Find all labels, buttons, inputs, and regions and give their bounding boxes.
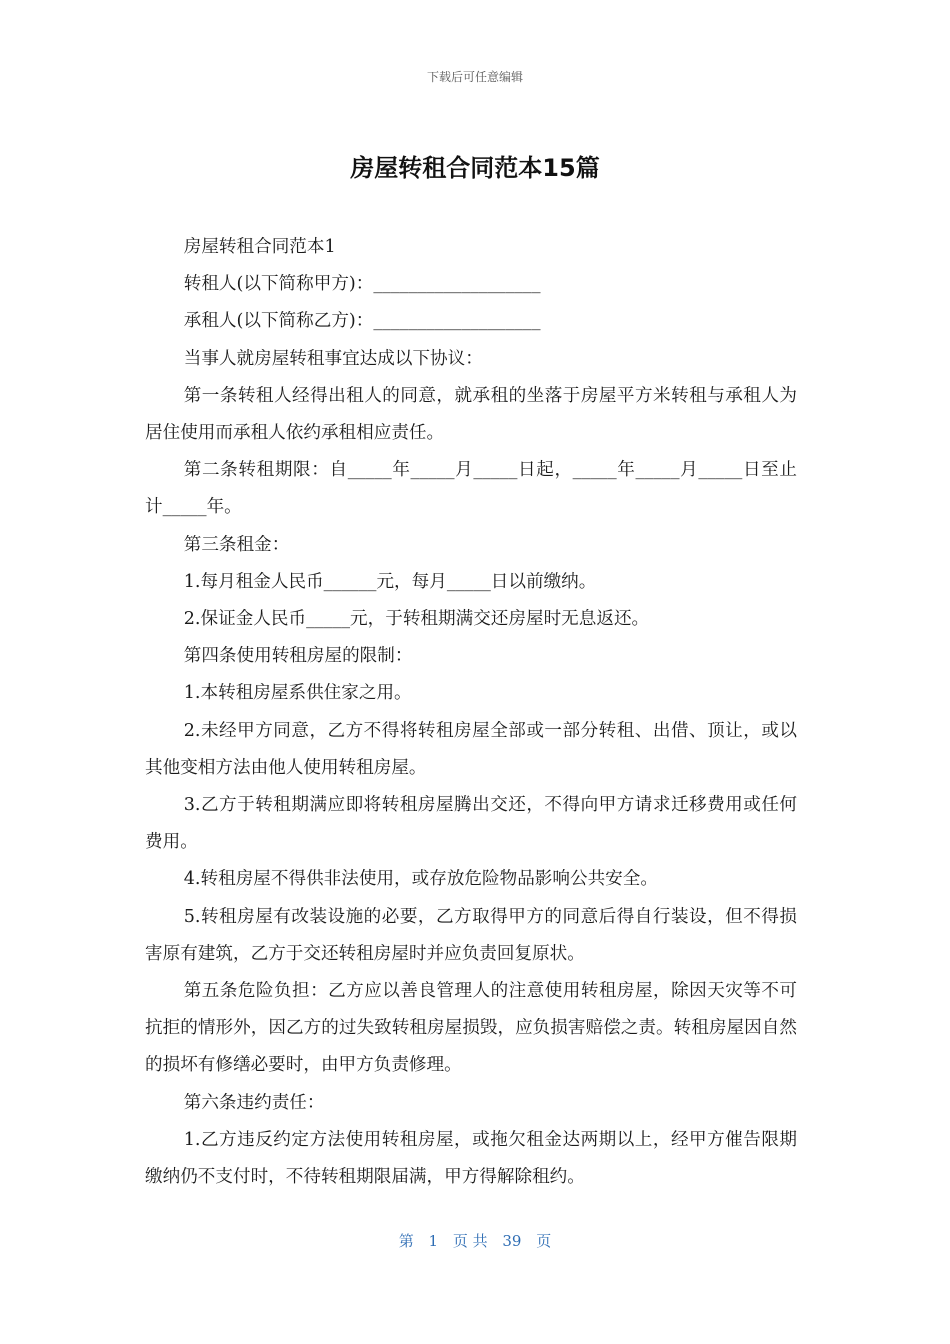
paragraph: 第二条转租期限：自_____年_____月_____日起，_____年_____月_____日至止计_____年。 [145,460,797,518]
paragraph: 5.转租房屋有改装设施的必要，乙方取得甲方的同意后得自行装设，但不得损害原有建筑，乙方于交还转租房屋时并应负责回复原状。 [145,906,797,964]
paragraph: 第四条使用转租房屋的限制： [183,646,413,667]
paragraph: 转租人(以下简称甲方)：___________________ [183,274,541,295]
footer-total-pages: 39 [502,1232,522,1250]
paragraph: 1.每月租金人民币______元，每月_____日以前缴纳。 [183,571,597,592]
paragraph: 2.未经甲方同意，乙方不得将转租房屋全部或一部分转租、出借、顶让，或以其他变相方法由他人使用转租房屋。 [145,720,797,778]
paragraph: 当事人就房屋转租事宜达成以下协议： [183,348,483,369]
paragraph: 第五条危险负担：乙方应以善良管理人的注意使用转租房屋，除因天灾等不可抗拒的情形外，因乙方的过失致转租房屋损毁，应负损害赔偿之责。转租房屋因自然的损坏有修缮必要时，由甲方负责修理。 [145,981,797,1076]
page-footer [0,1230,950,1251]
paragraph: 第六条违约责任： [183,1092,325,1113]
footer-prefix: 第 [398,1232,414,1250]
paragraph: 3.乙方于转租期满应即将转租房屋腾出交还，不得向甲方请求迁移费用或任何费用。 [145,795,797,853]
footer-middle: 页 共 [452,1232,488,1250]
paragraph: 4.转租房屋不得供非法使用，或存放危险物品影响公共安全。 [183,869,658,890]
header-note: 下载后可任意编辑 [426,70,523,84]
footer-page-number: 1 [428,1232,439,1250]
paragraph: 第一条转租人经得出租人的同意，就承租的坐落于房屋平方米转租与承租人为居住使用而承租人依约承租相应责任。 [145,385,797,444]
footer-suffix: 页 [536,1232,552,1250]
paragraph: 房屋转租合同范本1 [183,237,336,257]
paragraph: 2.保证金人民币_____元，于转租期满交还房屋时无息返还。 [183,609,650,630]
paragraph: 1.乙方违反约定方法使用转租房屋，或拖欠租金达两期以上，经甲方催告限期缴纳仍不支付时，不待转租期限届满，甲方得解除租约。 [145,1129,797,1188]
document-body [145,229,797,1196]
document-title: 房屋转租合同范本15篇 [350,154,600,182]
paragraph: 第三条租金： [183,534,290,555]
paragraph: 承租人(以下简称乙方)：___________________ [183,311,541,332]
paragraph: 1.本转租房屋系供住家之用。 [183,683,412,704]
